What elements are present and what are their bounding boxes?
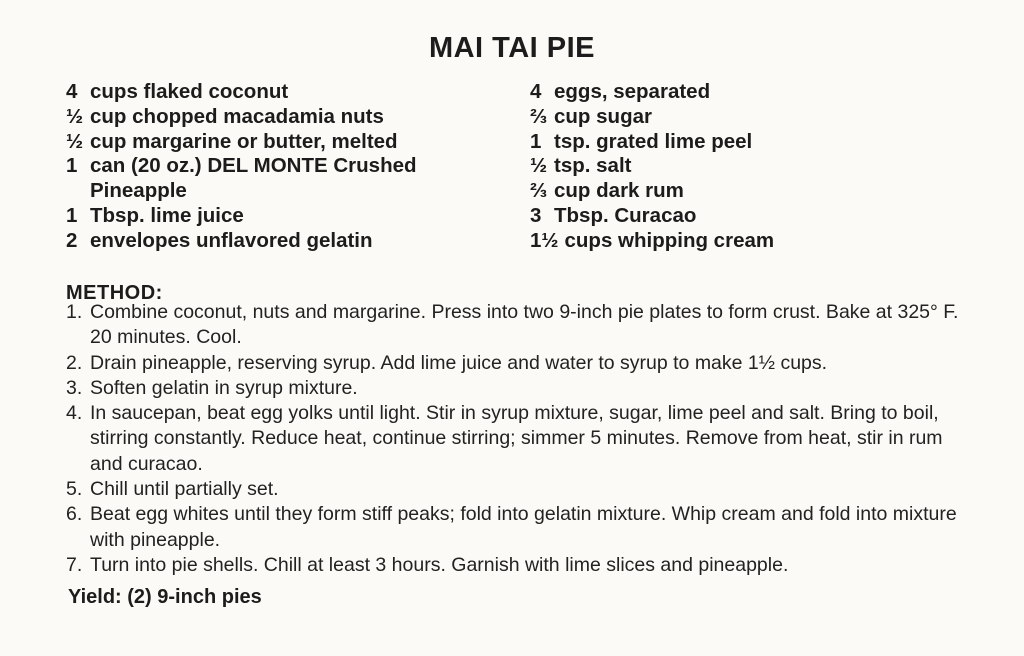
method-step	[66, 351, 976, 376]
method-step	[66, 376, 976, 401]
method-steps	[66, 300, 976, 578]
ingredient-item	[530, 105, 960, 130]
ingredient-qty: ⅔	[530, 179, 548, 203]
step-text: Beat egg whites until they form stiff peaks; fold into gelatin mixture. Whip cream and fold into mixture with pineapple.	[90, 503, 957, 551]
ingredient-qty: 3	[530, 203, 542, 227]
step-number: 4.	[66, 402, 83, 425]
step-text: Combine coconut, nuts and margarine. Press into two 9-inch pie plates to form crust. Bake at 325° F. 20 minutes. Cool.	[90, 301, 959, 349]
ingredient-item	[66, 154, 496, 204]
step-number: 5.	[66, 478, 83, 501]
ingredient-text: envelopes unflavored gelatin	[90, 228, 373, 252]
step-number: 2.	[66, 351, 83, 374]
ingredient-text: can (20 oz.) DEL MONTE Crushed Pineapple	[90, 154, 417, 203]
ingredient-item	[530, 130, 960, 155]
ingredient-text: cup sugar	[554, 104, 652, 128]
method-step	[66, 502, 976, 553]
ingredient-qty: 4	[66, 80, 78, 103]
step-number: 3.	[66, 376, 83, 399]
ingredient-text: Tbsp. lime juice	[90, 203, 244, 227]
ingredient-qty: ⅔	[530, 104, 548, 128]
ingredient-qty: 2	[66, 228, 78, 252]
ingredients-right-column	[530, 80, 960, 254]
method-step	[66, 477, 976, 502]
ingredient-qty: 1	[66, 154, 78, 178]
ingredient-item	[530, 204, 960, 229]
ingredient-text: cups whipping cream	[564, 228, 775, 252]
step-text: Chill until partially set.	[90, 478, 279, 501]
step-text: In saucepan, beat egg yolks until light. Stir in syrup mixture, sugar, lime peel and salt. Bring to boil, stirring constantly. Reduce heat, continue stirring; simmer 5 minutes. Remove from heat, stir in rum and curacao.	[90, 402, 943, 475]
step-text: Drain pineapple, reserving syrup. Add lime juice and water to syrup to make 1½ cups.	[90, 351, 828, 374]
ingredient-text: cups flaked coconut	[90, 80, 289, 103]
ingredient-qty: ½	[66, 104, 84, 128]
ingredient-item	[66, 130, 496, 155]
ingredient-item	[66, 105, 496, 130]
step-number: 7.	[66, 553, 83, 576]
step-number: 6.	[66, 503, 83, 526]
ingredient-qty: ½	[530, 154, 548, 178]
method-step	[66, 401, 976, 477]
ingredient-item	[530, 229, 960, 254]
ingredient-text: cup margarine or butter, melted	[90, 129, 398, 153]
ingredient-item	[66, 204, 496, 229]
step-text: Turn into pie shells. Chill at least 3 hours. Garnish with lime slices and pineapple.	[90, 553, 789, 576]
ingredient-text: tsp. grated lime peel	[554, 129, 753, 153]
ingredient-item	[66, 229, 496, 254]
ingredient-item	[530, 154, 960, 179]
ingredient-item	[530, 179, 960, 204]
ingredient-text: eggs, separated	[554, 80, 711, 103]
recipe-title: MAI TAI PIE	[428, 32, 596, 64]
method-heading: METHOD:	[66, 282, 163, 304]
ingredient-qty: 1	[530, 129, 542, 153]
ingredient-qty: 1½	[530, 228, 559, 252]
ingredient-qty: 1	[66, 203, 78, 227]
ingredient-item	[530, 80, 960, 105]
ingredient-qty: 4	[530, 80, 542, 103]
ingredient-text: tsp. salt	[554, 154, 632, 178]
ingredient-text: cup chopped macadamia nuts	[90, 104, 384, 128]
ingredients-left-column	[66, 80, 496, 254]
ingredient-item	[66, 80, 496, 105]
step-number: 1.	[66, 301, 83, 323]
ingredient-text: Tbsp. Curacao	[554, 203, 697, 227]
method-step	[66, 553, 976, 578]
method-step	[66, 300, 976, 351]
ingredient-text: cup dark rum	[554, 179, 684, 203]
step-text: Soften gelatin in syrup mixture.	[90, 376, 358, 399]
ingredient-qty: ½	[66, 129, 84, 153]
recipe-yield: Yield: (2) 9-inch pies	[68, 586, 262, 608]
